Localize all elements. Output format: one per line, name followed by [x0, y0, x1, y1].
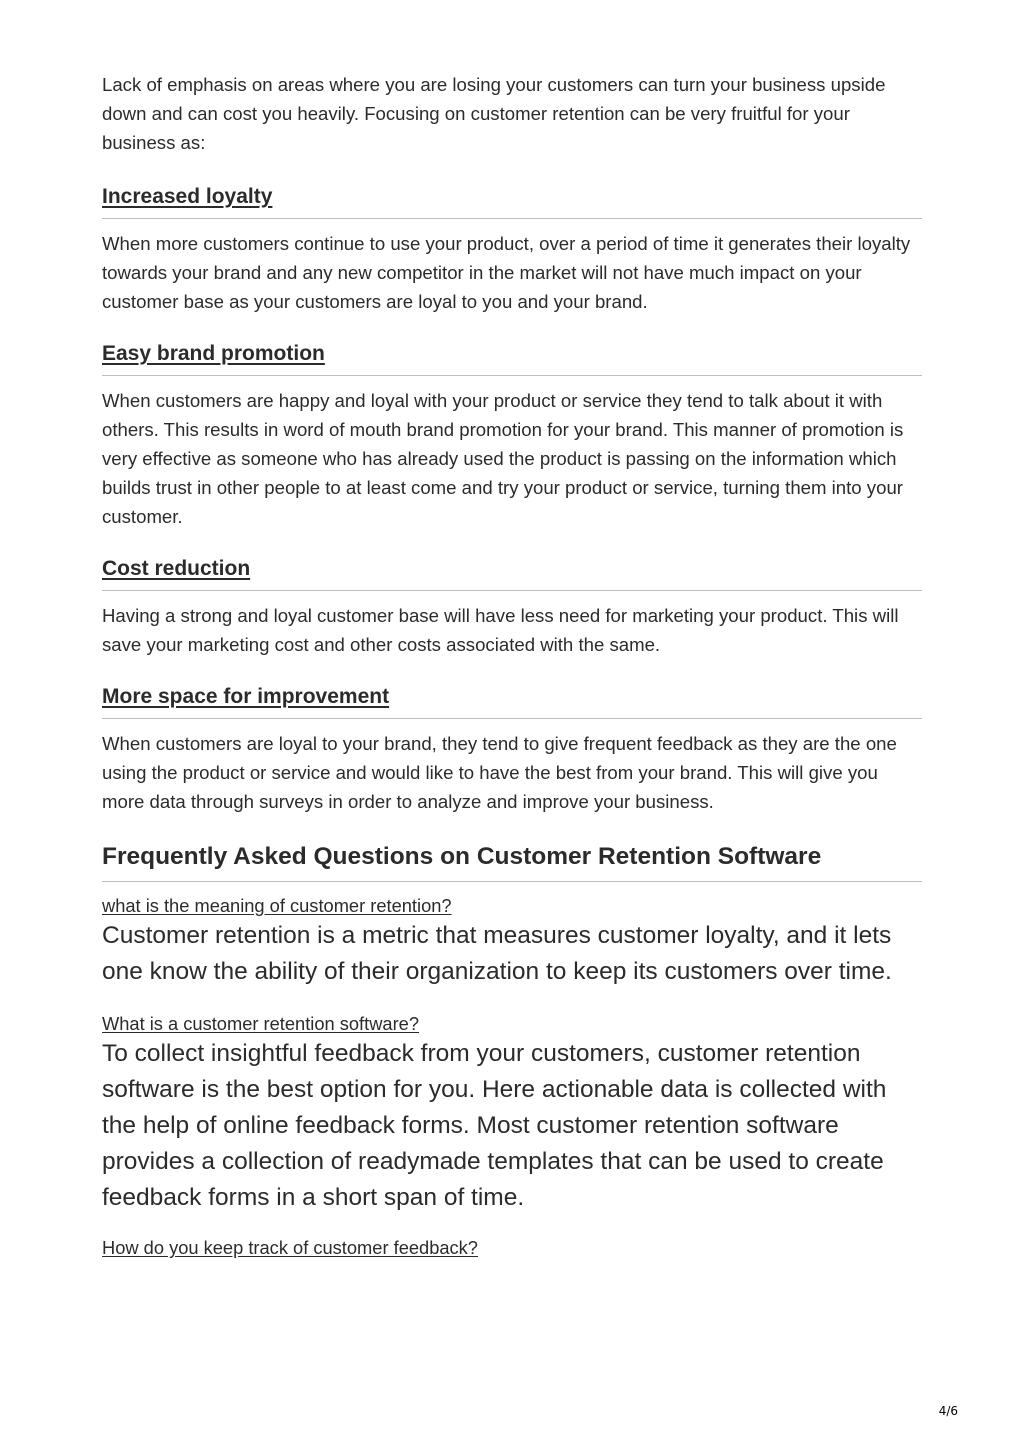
- section-heading[interactable]: Increased loyalty: [102, 184, 922, 219]
- section-more-space-for-improvement: [102, 684, 922, 816]
- faq-answer: Customer retention is a metric that measures customer loyalty, and it lets one know the ability of their organization to keep its customers over time.: [102, 922, 892, 985]
- faq-question-link[interactable]: What is a customer retention software?: [102, 1013, 420, 1034]
- section-paragraph: When more customers continue to use your product, over a period of time it generates their loyalty towards your brand and any new competitor in the market will not have much impact on your customer base as your customers are loyal to you and your brand.: [102, 233, 911, 312]
- section-heading[interactable]: More space for improvement: [102, 684, 922, 719]
- section-heading[interactable]: Cost reduction: [102, 556, 922, 591]
- document-page: [102, 70, 922, 1260]
- section-increased-loyalty: [102, 184, 922, 316]
- faq-question-link[interactable]: what is the meaning of customer retention?: [102, 895, 452, 916]
- page-number: 4/6: [938, 1404, 958, 1418]
- section-cost-reduction: [102, 556, 922, 659]
- section-easy-brand-promotion: [102, 341, 922, 531]
- intro-paragraph: Lack of emphasis on areas where you are losing your customers can turn your business upside down and can cost you heavily. Focusing on customer retention can be very fruitful for your business as:: [102, 74, 886, 153]
- section-paragraph: When customers are loyal to your brand, they tend to give frequent feedback as they are the one using the product or service and would like to have the best from your brand. This will give you more data through surveys in order to analyze and improve your business.: [102, 733, 897, 812]
- faq-answer: To collect insightful feedback from your customers, customer retention software is the best option for you. Here actionable data is collected with the help of online feedback forms. Most customer retention software provides a collection of readymade templates that can be used to create feedback forms in a short span of time.: [102, 1040, 887, 1211]
- faq-section: [102, 841, 922, 1260]
- section-paragraph: Having a strong and loyal customer base will have less need for marketing your product. This will save your marketing cost and other costs associated with the same.: [102, 605, 899, 655]
- section-heading[interactable]: Easy brand promotion: [102, 341, 922, 376]
- section-paragraph: When customers are happy and loyal with your product or service they tend to talk about it with others. This results in word of mouth brand promotion for your brand. This manner of promotion is very effective as someone who has already used the product is passing on the information which builds trust in other people to at least come and try your product or service, turning them into your customer.: [102, 390, 904, 527]
- faq-question-link[interactable]: How do you keep track of customer feedback?: [102, 1237, 478, 1258]
- faq-heading: Frequently Asked Questions on Customer Retention Software: [102, 841, 922, 882]
